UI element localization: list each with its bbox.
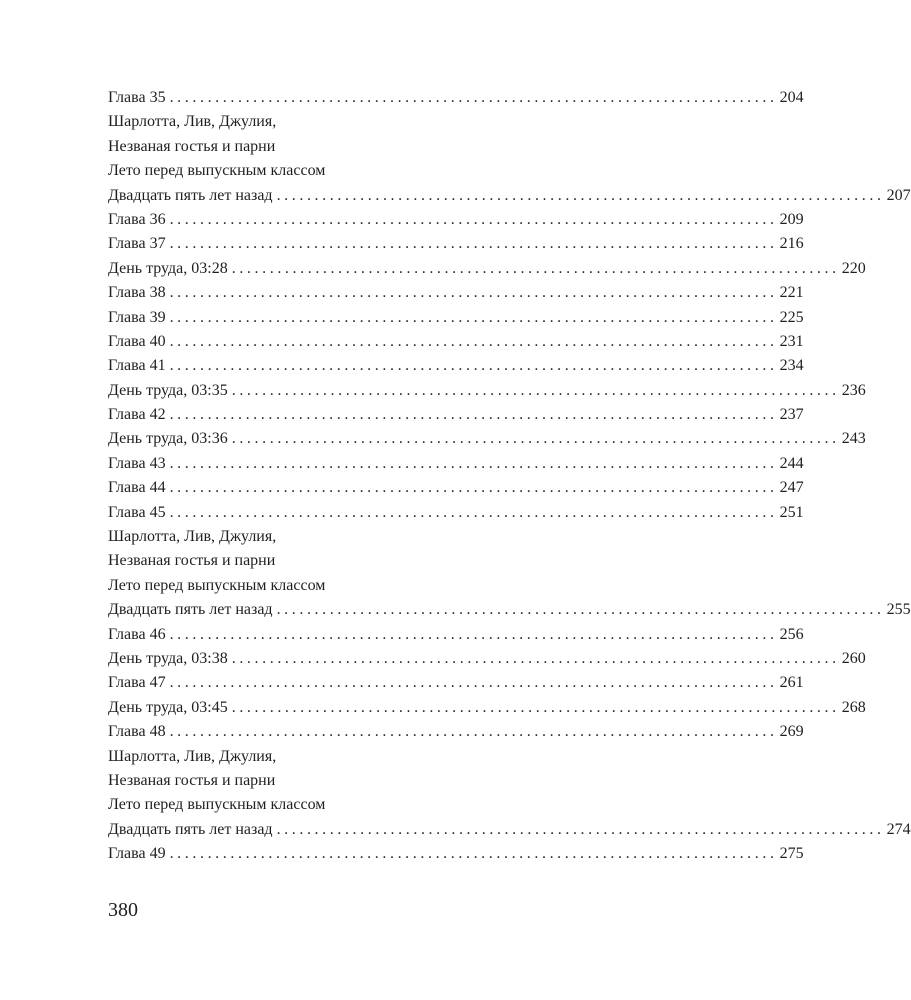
toc-entry-title: Шарлотта, Лив, Джулия, (108, 747, 277, 765)
toc-entry-page: 243 (841, 430, 866, 448)
dot-leader: ................................................................................ (231, 381, 840, 399)
toc-entry-title: Лето перед выпускным классом (108, 576, 326, 594)
dot-leader: ................................................................................ (169, 845, 778, 863)
dot-leader: ................................................................................ (231, 259, 840, 277)
toc-entry-page: 220 (841, 259, 866, 277)
toc-entry-title: День труда, 03:38 (108, 649, 228, 667)
dot-leader: ................................................................................ (276, 601, 885, 619)
dot-leader: ................................................................................ (169, 454, 778, 472)
toc-entry-title: День труда, 03:35 (108, 381, 228, 399)
toc-entry (108, 745, 602, 769)
toc-entry-title: Двадцать пять лет назад (108, 820, 273, 838)
toc-entry-page: 236 (841, 381, 866, 399)
toc-entry (108, 793, 602, 817)
toc-entry (108, 623, 804, 647)
toc-entry-title: Глава 41 (108, 357, 166, 375)
toc-entry (108, 549, 602, 573)
toc-entry-title: День труда, 03:28 (108, 259, 228, 277)
dot-leader: ................................................................................ (169, 503, 778, 521)
toc-entry-title: Глава 43 (108, 454, 166, 472)
toc-entry-title: Глава 46 (108, 625, 166, 643)
dot-leader: ................................................................................ (169, 89, 778, 106)
toc-entry-page: 255 (886, 601, 911, 619)
dot-leader: ................................................................................ (169, 625, 778, 643)
toc-entry (108, 769, 602, 793)
toc-entry-title: Незваная гостья и парни (108, 771, 276, 789)
toc-entry (108, 208, 804, 232)
toc-entry-page: 244 (779, 454, 804, 472)
table-of-contents (108, 86, 911, 867)
toc-entry (108, 86, 804, 110)
toc-entry (108, 232, 804, 256)
toc-entry-title: Глава 44 (108, 479, 166, 497)
dot-leader: ................................................................................ (169, 357, 778, 375)
dot-leader: ................................................................................ (231, 649, 840, 667)
toc-entry-title: Глава 45 (108, 503, 166, 521)
toc-entry-page: 237 (779, 406, 804, 424)
toc-entry-page: 207 (886, 186, 911, 204)
toc-entry (108, 671, 804, 695)
toc-entry (108, 452, 804, 476)
toc-entry (108, 306, 804, 330)
toc-entry (108, 135, 602, 159)
toc-entry-page: 275 (779, 845, 804, 863)
toc-entry-title: Глава 35 (108, 89, 166, 106)
toc-entry-title: Глава 39 (108, 308, 166, 326)
toc-entry (108, 379, 866, 403)
toc-entry-title: Лето перед выпускным классом (108, 162, 326, 180)
dot-leader: ................................................................................ (169, 674, 778, 692)
dot-leader: ................................................................................ (169, 210, 778, 228)
dot-leader: ................................................................................ (276, 186, 885, 204)
toc-entry (108, 184, 911, 208)
toc-entry-page: 261 (779, 674, 804, 692)
toc-entry (108, 647, 866, 671)
toc-entry-page: 256 (779, 625, 804, 643)
toc-entry-page: 221 (779, 284, 804, 302)
dot-leader: ................................................................................ (169, 406, 778, 424)
toc-entry (108, 842, 804, 866)
toc-entry-page: 231 (779, 332, 804, 350)
toc-entry (108, 598, 911, 622)
toc-entry-title: Незваная гостья и парни (108, 137, 276, 155)
toc-entry-title: Глава 38 (108, 284, 166, 302)
toc-entry-page: 225 (779, 308, 804, 326)
toc-entry (108, 476, 804, 500)
dot-leader: ................................................................................ (169, 308, 778, 326)
toc-entry-title: Глава 48 (108, 723, 166, 741)
dot-leader: ................................................................................ (231, 698, 840, 716)
toc-entry (108, 696, 866, 720)
toc-entry-title: Двадцать пять лет назад (108, 186, 273, 204)
toc-entry (108, 427, 866, 451)
toc-entry (108, 525, 602, 549)
toc-entry-page: 204 (779, 89, 804, 106)
toc-entry-title: Двадцать пять лет назад (108, 601, 273, 619)
dot-leader: ................................................................................ (276, 820, 885, 838)
toc-entry-page: 247 (779, 479, 804, 497)
toc-entry (108, 330, 804, 354)
dot-leader: ................................................................................ (169, 479, 778, 497)
dot-leader: ................................................................................ (169, 332, 778, 350)
toc-entry-page: 260 (841, 649, 866, 667)
toc-entry (108, 257, 866, 281)
toc-entry-title: Глава 47 (108, 674, 166, 692)
toc-entry (108, 354, 804, 378)
dot-leader: ................................................................................ (231, 430, 840, 448)
toc-entry-title: Глава 40 (108, 332, 166, 350)
toc-entry-title: День труда, 03:36 (108, 430, 228, 448)
toc-entry-title: Глава 37 (108, 235, 166, 253)
toc-entry-page: 234 (779, 357, 804, 375)
toc-entry (108, 281, 804, 305)
toc-entry (108, 574, 602, 598)
dot-leader: ................................................................................ (169, 284, 778, 302)
toc-entry-page: 251 (779, 503, 804, 521)
toc-entry-page: 268 (841, 698, 866, 716)
toc-entry (108, 818, 911, 842)
toc-entry-page: 274 (886, 820, 911, 838)
toc-entry-title: Глава 42 (108, 406, 166, 424)
toc-entry-page: 216 (779, 235, 804, 253)
toc-entry-title: Глава 49 (108, 845, 166, 863)
toc-entry-title: День труда, 03:45 (108, 698, 228, 716)
toc-entry-page: 209 (779, 210, 804, 228)
toc-entry (108, 159, 602, 183)
toc-entry-title: Незваная гостья и парни (108, 552, 276, 570)
page-number: 380 (108, 899, 138, 921)
toc-entry (108, 501, 804, 525)
dot-leader: ................................................................................ (169, 723, 778, 741)
toc-entry-title: Лето перед выпускным классом (108, 796, 326, 814)
toc-entry-title: Шарлотта, Лив, Джулия, (108, 113, 277, 131)
toc-entry-title: Шарлотта, Лив, Джулия, (108, 528, 277, 546)
toc-entry (108, 720, 804, 744)
toc-entry (108, 403, 804, 427)
toc-entry-page: 269 (779, 723, 804, 741)
dot-leader: ................................................................................ (169, 235, 778, 253)
toc-entry (108, 110, 602, 134)
toc-entry-title: Глава 36 (108, 210, 166, 228)
